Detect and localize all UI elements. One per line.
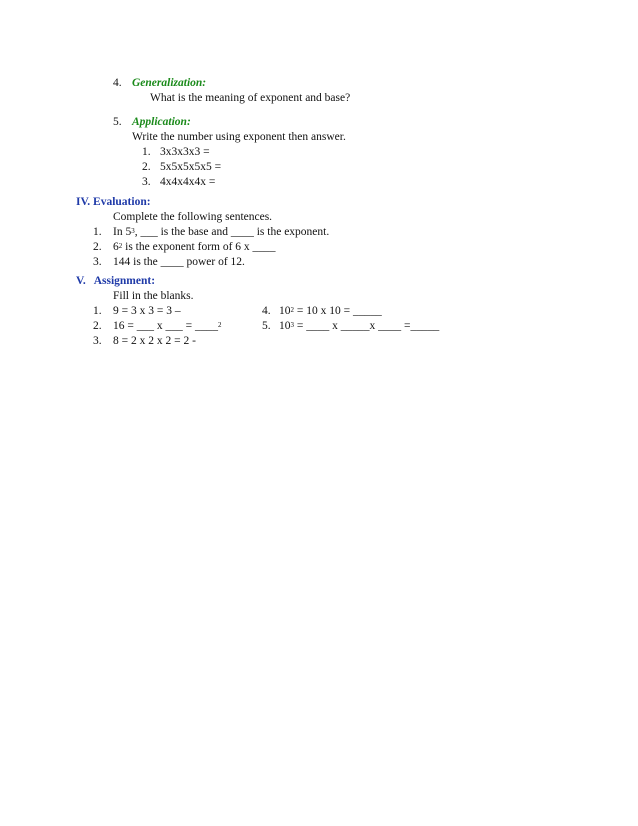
evaluation-instruction: Complete the following sentences. <box>113 211 273 223</box>
application-number: 5. <box>113 116 122 128</box>
assignment-item: $10^2 = 10$ x 10 = _____ <box>279 305 382 317</box>
generalization-number: 4. <box>113 77 122 89</box>
application-heading: Application: <box>132 116 191 128</box>
application-item-number: 1. <box>142 146 151 158</box>
evaluation-item-number: 3. <box>93 256 102 268</box>
application-item-number: 2. <box>142 161 151 173</box>
evaluation-item-number: 2. <box>93 241 102 253</box>
assignment-item: $10^3$ = ____ x _____x ____ =_____ <box>279 320 440 332</box>
evaluation-item: 144 is the ____ power of 12. <box>113 256 245 268</box>
assignment-item-number: 3. <box>93 335 102 347</box>
assignment-item: 16 = ___ x ___ = ____$^2$ <box>113 320 222 332</box>
assignment-item-number: 1. <box>93 305 102 317</box>
assignment-item-number: 4. <box>262 305 271 317</box>
assignment-item-number: 2. <box>93 320 102 332</box>
application-instruction: Write the number using exponent then answer. <box>132 131 346 143</box>
assignment-item: 9 = 3 x 3 = 3 – <box>113 305 181 317</box>
assignment-item-number: 5. <box>262 320 271 332</box>
generalization-heading: Generalization: <box>132 77 207 89</box>
application-item-text: 4x4x4x4x = <box>160 176 216 188</box>
application-item-text: 5x5x5x5x5 = <box>160 161 222 173</box>
evaluation-heading: IV. Evaluation: <box>76 196 151 208</box>
assignment-item: 8 = 2 x 2 x 2 = 2 - <box>113 335 196 347</box>
application-item-number: 3. <box>142 176 151 188</box>
assignment-heading: V. Assignment: <box>76 275 156 287</box>
evaluation-item-number: 1. <box>93 226 102 238</box>
application-item-text: 3x3x3x3 = <box>160 146 210 158</box>
evaluation-item: $6^2$ is the exponent form of 6 x ____ <box>113 241 276 253</box>
generalization-question: What is the meaning of exponent and base? <box>150 92 351 104</box>
evaluation-item: In $5^3$, ___ is the base and ____ is the exponent. <box>113 226 330 238</box>
assignment-instruction: Fill in the blanks. <box>113 290 194 302</box>
